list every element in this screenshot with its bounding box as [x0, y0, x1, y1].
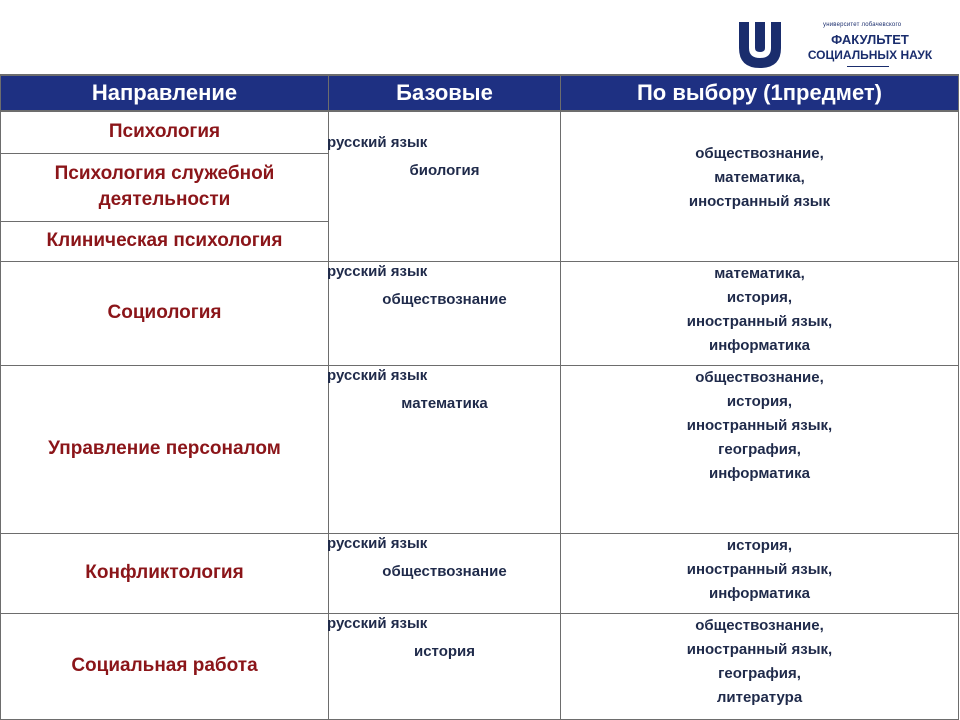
table-row: [1, 365, 959, 533]
base-subject: русский язык: [327, 534, 428, 552]
base-subject: история: [413, 642, 475, 660]
optional-subject: иностранный язык,: [686, 312, 833, 330]
direction-cell: Социология: [1, 261, 329, 365]
table-row: [1, 613, 959, 719]
header-direction: Направление: [1, 75, 329, 111]
logo-underline: [847, 66, 889, 67]
admission-subjects-table: [0, 74, 959, 720]
base-subjects-cell: [329, 533, 561, 613]
optional-subjects-cell: [561, 613, 959, 719]
optional-subject: иностранный язык,: [686, 416, 833, 434]
optional-subject: иностранный язык: [688, 193, 831, 210]
base-subject: обществознание: [382, 290, 507, 308]
base-subjects-cell: [329, 365, 561, 533]
base-subject: обществознание: [382, 562, 507, 580]
faculty-name-line2: СОЦИАЛЬНЫХ НАУК: [807, 48, 933, 62]
header-optional: По выбору (1предмет): [561, 75, 959, 111]
optional-subject: информатика: [709, 584, 810, 602]
optional-subject: география,: [718, 664, 801, 682]
optional-subject: обществознание,: [695, 145, 824, 162]
optional-subject: математика,: [714, 169, 805, 186]
table-row: [1, 111, 959, 153]
direction-cell: Психология: [1, 111, 329, 153]
table-header-row: [1, 75, 959, 111]
base-subject: математика: [401, 394, 488, 412]
base-subject: русский язык: [327, 262, 428, 280]
optional-subjects-cell: [561, 533, 959, 613]
optional-subjects-cell: [561, 365, 959, 533]
base-subject: русский язык: [327, 366, 428, 384]
optional-subject: история,: [726, 288, 793, 306]
university-logo-icon: [735, 18, 785, 70]
optional-subject: история,: [726, 536, 793, 554]
optional-subject: иностранный язык,: [686, 640, 833, 658]
base-subject: русский язык: [327, 614, 428, 632]
direction-cell: Психология служебной деятельности: [1, 153, 329, 221]
direction-cell: Социальная работа: [1, 613, 329, 719]
optional-subject: информатика: [709, 464, 810, 482]
direction-cell: Управление персоналом: [1, 365, 329, 533]
base-subject: биология: [409, 162, 480, 179]
optional-subjects-cell: [561, 261, 959, 365]
optional-subject: математика,: [714, 264, 805, 282]
base-subjects-cell: [329, 261, 561, 365]
faculty-name-line1: ФАКУЛЬТЕТ: [831, 32, 909, 47]
optional-subject: обществознание,: [695, 368, 824, 386]
faculty-logo: [735, 10, 950, 70]
optional-subject: информатика: [709, 336, 810, 354]
optional-subjects-cell: [561, 111, 959, 261]
table-row: [1, 533, 959, 613]
optional-subject: география,: [718, 440, 801, 458]
optional-subject: иностранный язык,: [686, 560, 833, 578]
optional-subject: литература: [716, 688, 803, 706]
table-row: [1, 261, 959, 365]
base-subjects-cell: [329, 111, 561, 261]
direction-cell: Конфликтология: [1, 533, 329, 613]
university-name: университет лобачевского: [823, 22, 902, 28]
direction-cell: Клиническая психология: [1, 221, 329, 261]
header-base: Базовые: [329, 75, 561, 111]
base-subject: русский язык: [327, 134, 428, 151]
base-subjects-cell: [329, 613, 561, 719]
optional-subject: обществознание,: [695, 616, 824, 634]
optional-subject: история,: [726, 392, 793, 410]
